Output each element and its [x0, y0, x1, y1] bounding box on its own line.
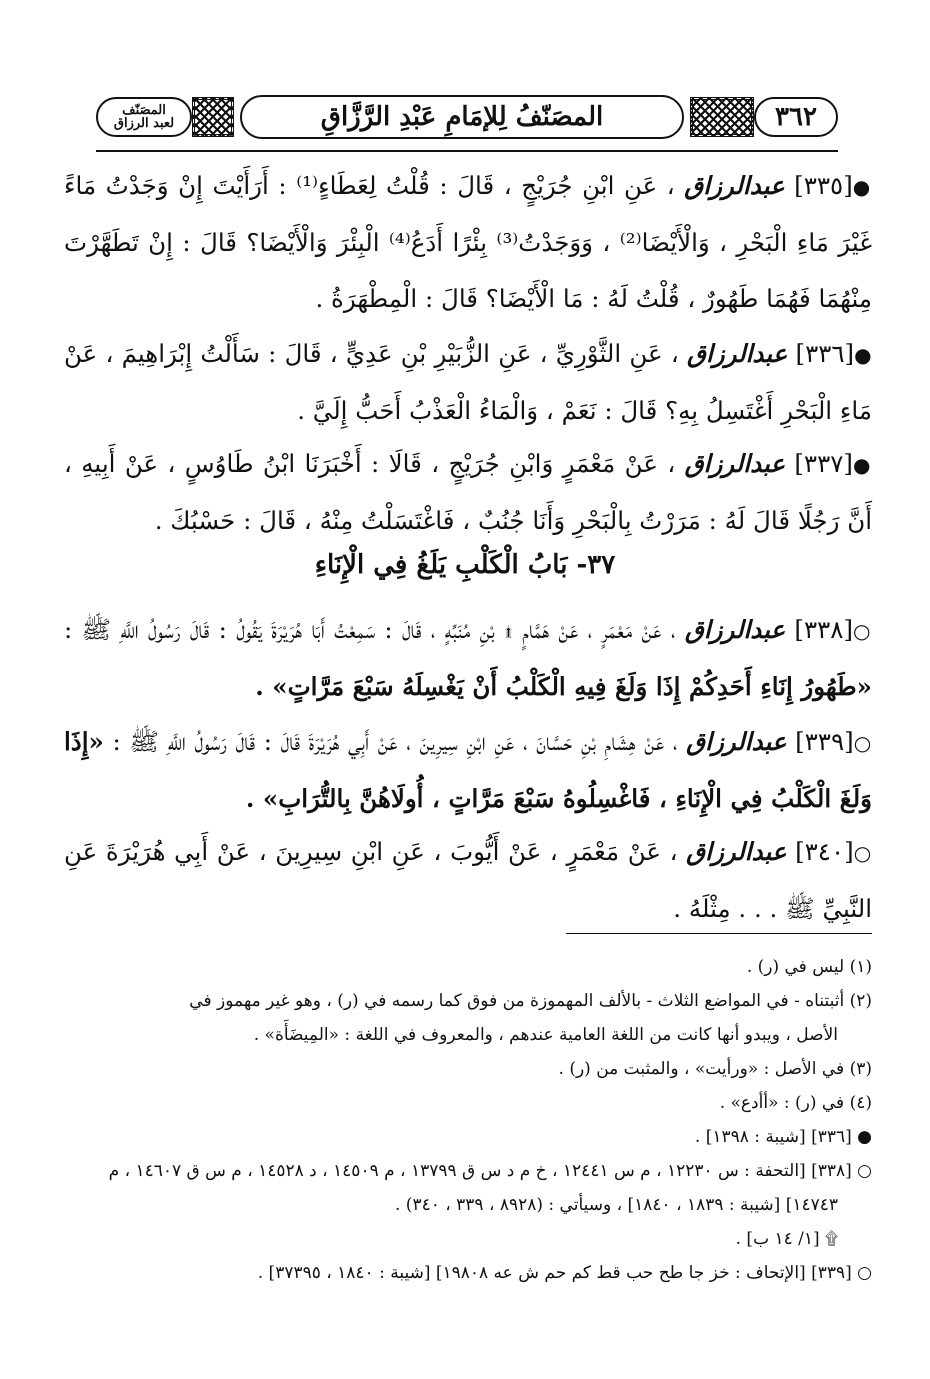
footnote-1: (١) ليس في (ر) .	[746, 957, 872, 977]
hadith-number: [٣٣٧]	[794, 449, 853, 478]
hadith-text: ، عَنْ هِشَامِ بْنِ حَسَّانَ ، عَنِ ابْنِ سِيرِينَ ، عَنْ أَبِي هُرَيْرَةَ قَالَ : قَالَ رَسُولُ اللَّهِ ﷺ :	[112, 727, 678, 756]
logo-line-1: المصَنّف	[122, 103, 166, 118]
chapter-title: ٣٧- بَابُ الْكَلْبِ يَلَغُ فِي الْإِنَاءِ	[314, 550, 616, 580]
hadith-marker: ○	[853, 619, 872, 643]
source-note-339: ○ [٣٣٩] [الإتحاف : خز جا طح حب قط كم حم ش عه ١٩٨٠٨] [شيبة : ١٨٤٠ ، ٣٧٣٩٥] .	[257, 1263, 872, 1283]
narrator-name: عبدالرزاق	[686, 727, 787, 756]
source-note-338: ○ [٣٣٨] [التحفة : س ١٢٢٣٠ ، م س ١٢٤٤١ ، خ م د س ق ١٣٧٩٩ ، م ١٤٥٠٩ ، د ١٤٥٢٨ ، م س ق ١٤٦٠٧ ، م	[108, 1161, 872, 1181]
ornament-left	[192, 97, 234, 137]
hadith-339	[64, 714, 872, 827]
hadith-336	[64, 326, 872, 439]
hadith-337	[64, 436, 872, 549]
hadith-marker: ○	[853, 841, 872, 865]
prophetic-text: «إِذَا وَلَغَ الْكَلْبُ فِي الْإِنَاءِ ، فَاغْسِلُوهُ سَبْعَ مَرَّاتٍ ، أُولَاهُنَّ بِالتُّرَابِ» .	[64, 727, 872, 813]
hadith-number: [٣٣٥]	[794, 171, 853, 200]
manuscript-folio-note: ۩ [١/ ١٤ ب] .	[735, 1229, 838, 1249]
footnote-4: (٤) في (ر) : «أأدع» .	[719, 1093, 872, 1113]
narrator-name: عبدالرزاق	[686, 837, 787, 866]
footnotes	[60, 950, 872, 1290]
hadith-marker: ●	[852, 175, 872, 199]
hadith-text: ، عَنِ الثَّوْرِيِّ ، عَنِ الزُّبَيْرِ بْنِ عَدِيٍّ ، قَالَ : سَأَلْتُ إِبْرَاهِيمَ ، عَنْ مَاءِ الْبَحْرِ أَغْتَسِلُ بِهِ؟ قَالَ : نَعَمْ ، وَالْمَاءُ الْعَذْبُ أَحَبُّ إِلَيَّ .	[64, 339, 872, 425]
hadith-marker: ●	[854, 343, 872, 367]
running-header	[96, 88, 838, 146]
source-note-338-cont: ١٤٧٤٣] [شيبة : ١٨٣٩ ، ١٨٤٠] ، وسيأتي : (٨٩٢٨ ، ٣٣٩ ، ٣٤٠) .	[395, 1195, 838, 1215]
logo-line-2: لعبد الرزاق	[113, 116, 175, 131]
source-note-336: ● [٣٣٦] [شيبة : ١٣٩٨] .	[694, 1127, 872, 1147]
hadith-number: [٣٤٠]	[795, 837, 854, 866]
book-title: المصَنّفُ لِلإمَامِ عَبْدِ الرَّزَّاقِ	[240, 95, 684, 139]
footnote-3: (٣) في الأصل : «ورأيت» ، والمثبت من (ر) .	[558, 1059, 872, 1079]
hadith-text: ، عَنْ مَعْمَرٍ وَابْنِ جُرَيْجٍ ، قَالَا : أَخْبَرَنَا ابْنُ طَاوُسٍ ، عَنْ أَبِيهِ ، أَنَّ رَجُلًا قَالَ لَهُ : مَرَرْتُ بِالْبَحْرِ وَأَنَا جُنُبٌ ، فَاغْتَسَلْتُ مِنْهُ ، قَالَ : حَسْبُكَ .	[64, 449, 872, 535]
narrator-name: عبدالرزاق	[684, 171, 785, 200]
narrator-name: عبدالرزاق	[684, 615, 786, 644]
hadith-text: ، عَنْ مَعْمَرٍ ، عَنْ هَمَّامٍ ۩ بْنِ مُنَبِّهٍ ، قَالَ : سَمِعْتُ أَبَا هُرَيْرَةَ يَقُولُ : قَالَ رَسُولُ اللَّهِ ﷺ :	[64, 615, 676, 644]
hadith-marker: ○	[853, 731, 872, 755]
page-number: ٣٦٢	[754, 97, 838, 137]
hadith-number: [٣٣٩]	[795, 727, 854, 756]
hadith-marker: ●	[852, 453, 872, 477]
book-logo	[96, 97, 192, 137]
hadith-338	[64, 602, 872, 715]
footnote-rule	[566, 933, 872, 934]
hadith-text: ، عَنِ ابْنِ جُرَيْجٍ ، قَالَ : قُلْتُ لِعَطَاءٍ⁽¹⁾ : أَرَأَيْتَ إِنْ وَجَدْتُ مَاءً غَيْرَ مَاءِ الْبَحْرِ ، وَالْأَيْضَا⁽²⁾ ، وَوَجَدْتُ⁽³⁾ بِئْرًا أَدَعُ⁽⁴⁾ الْبِئْرَ وَالْأَيْضَا؟ قَالَ : إِنْ تَطَهَّرْتَ مِنْهُمَا فَهُمَا طَهُورٌ ، قُلْتُ لَهُ : مَا الْأَيْضَا؟ قَالَ : الْمِطْهَرَةُ .	[64, 171, 873, 313]
footnote-2: (٢) أثبتناه - في المواضع الثلاث - بالألف المهموزة من فوق كما رسمه في (ر) ، وهو غير مهموز في	[189, 991, 872, 1011]
header-rule	[96, 150, 838, 152]
narrator-name: عبدالرزاق	[686, 339, 788, 368]
hadith-number: [٣٣٨]	[794, 615, 854, 644]
narrator-name: عبدالرزاق	[684, 449, 785, 478]
hadith-text: ، عَنْ مَعْمَرٍ ، عَنْ أَيُّوبَ ، عَنِ ابْنِ سِيرِينَ ، عَنْ أَبِي هُرَيْرَةَ عَنِ النَّبِيِّ ﷺ . . . مِثْلَهُ .	[64, 837, 872, 923]
hadith-335	[64, 158, 872, 327]
footnote-2-cont: الأصل ، ويبدو أنها كانت من اللغة العامية عندهم ، والمعروف في اللغة : «المِيضَأَة» .	[253, 1025, 838, 1045]
hadith-340	[64, 824, 872, 937]
hadith-number: [٣٣٦]	[795, 339, 855, 368]
prophetic-text: «طَهُورُ إِنَاءِ أَحَدِكُمْ إِذَا وَلَغَ فِيهِ الْكَلْبُ أَنْ يَغْسِلَهُ سَبْعَ مَرَّاتٍ» .	[255, 672, 872, 701]
ornament-right	[690, 97, 754, 137]
